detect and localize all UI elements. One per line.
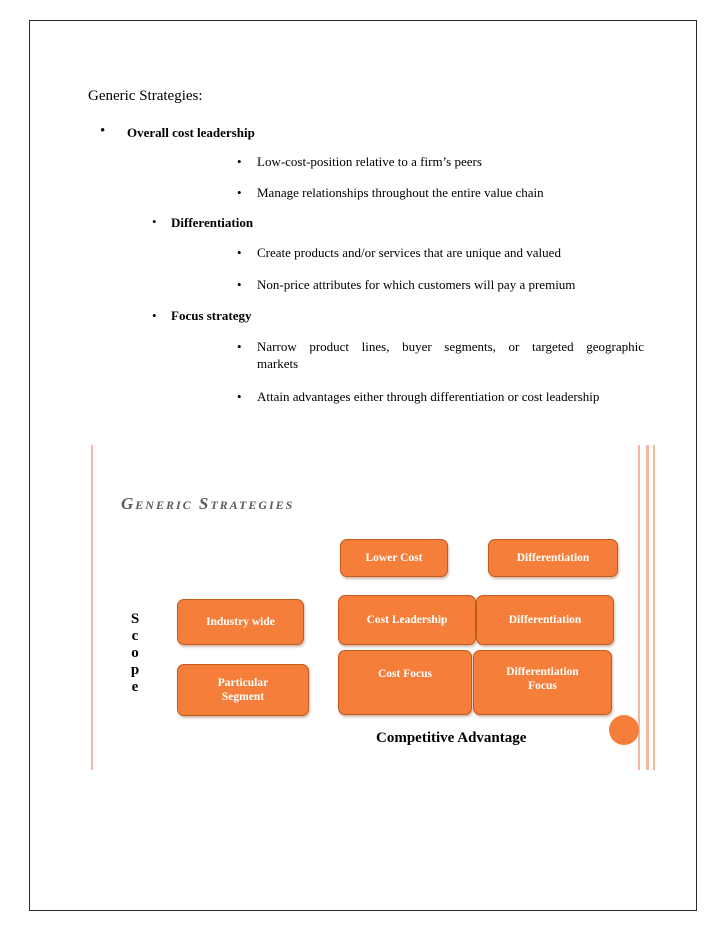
bullet-point: •: [237, 245, 242, 260]
scope-letter: e: [131, 679, 139, 695]
row-label-line: Segment: [221, 691, 265, 703]
scope-letter: p: [130, 662, 140, 678]
strategy-point: Manage relationships throughout the entire value chain: [257, 185, 544, 200]
competitive-advantage-label: Competitive Advantage: [376, 730, 527, 746]
generic-strategies-slide: [88, 445, 670, 770]
bullet-strategy-3: •: [152, 308, 157, 323]
decorative-circle: [609, 715, 639, 745]
row-label-industry-wide: Industry wide: [177, 599, 304, 645]
strategy-point: Create products and/or services that are unique and valued: [257, 245, 561, 260]
bullet-point: •: [237, 185, 242, 200]
slide-left-rule: [91, 445, 93, 770]
bullet-strategy-2: •: [152, 214, 157, 229]
cell-cost-leadership: Cost Leadership: [338, 595, 476, 645]
slide-title: Generic Strategies: [121, 494, 295, 513]
bullet-point: •: [237, 277, 242, 292]
strategy-label-focus: Focus strategy: [171, 308, 252, 323]
strategy-point: Non-price attributes for which customers will pay a premium: [257, 277, 576, 292]
slide-right-rule: [653, 445, 655, 770]
bullet-point: •: [237, 154, 242, 169]
cell-line: Differentiation: [506, 666, 579, 678]
bullet-point: •: [237, 389, 242, 404]
row-label-particular-segment: [177, 664, 309, 716]
slide-right-rule: [638, 445, 640, 770]
scope-letter: S: [130, 611, 140, 627]
cell-differentiation: Differentiation: [476, 595, 614, 645]
cell-differentiation-focus: [473, 650, 612, 715]
strategy-point: Attain advantages either through differentiation or cost leadership: [257, 389, 600, 404]
scope-letter: c: [131, 628, 139, 644]
strategy-point: Narrow product lines, buyer segments, or targeted geographic: [257, 339, 644, 354]
strategy-point: Low-cost-position relative to a firm’s peers: [257, 154, 482, 169]
row-label-line: Particular: [217, 677, 269, 689]
cell-cost-focus: Cost Focus: [338, 650, 472, 715]
bullet-point: •: [237, 339, 242, 354]
slide-right-rule: [646, 445, 649, 770]
strategy-label-cost-leadership: Overall cost leadership: [127, 125, 255, 140]
cell-line: Focus: [528, 680, 557, 692]
section-heading: Generic Strategies:: [88, 88, 203, 104]
strategy-point-continued: markets: [257, 356, 299, 371]
scope-letter: o: [131, 645, 139, 661]
scope-axis-label: [128, 611, 142, 696]
header-box-differentiation: Differentiation: [488, 539, 618, 577]
header-box-lower-cost: Lower Cost: [340, 539, 448, 577]
strategy-label-differentiation: Differentiation: [171, 215, 254, 230]
bullet-strategy-1: •: [100, 123, 106, 139]
